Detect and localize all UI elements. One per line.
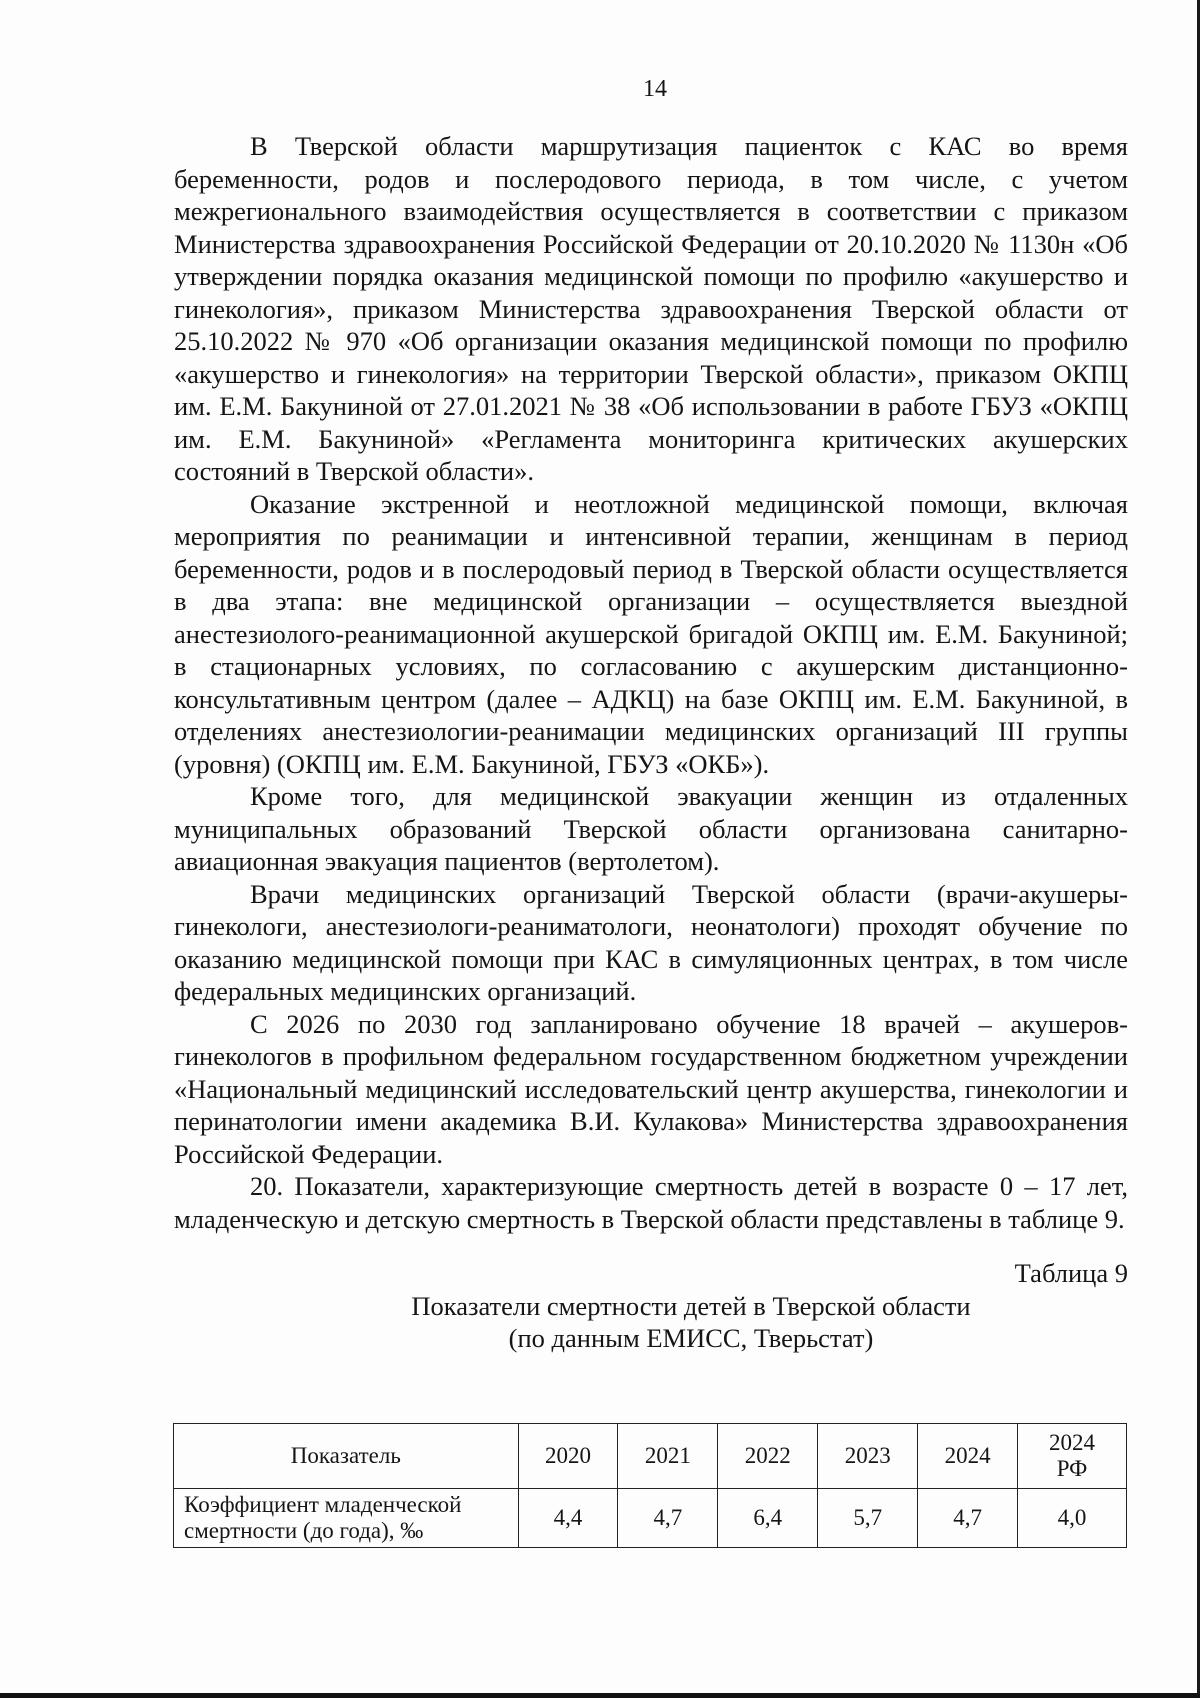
- table-title-line2: (по данным ЕМИСС, Тверьстат): [508, 1323, 874, 1353]
- page-number: 14: [643, 76, 667, 102]
- value-2024: 4,7: [918, 1489, 1018, 1548]
- row-label: [174, 1489, 519, 1548]
- paragraph-emergency-care: Оказание экстренной и неотложной медицинской помощи, включая мероприятия по реанимации и интенсивной терапии, женщинам в период беременности, родов и в послеродовый период в Тверской области осуществляется в два этапа: вне медицинской организации – осуществляется выездной анестезиолого-реанимационной акушерской бригадой ОКПЦ им. Е.М. Бакуниной; в стационарных условиях, по согласованию с акушерским дистанционно-консультативным центром (далее – АДКЦ) на базе ОКПЦ им. Е.М. Бакуниной, в отделениях анестезиологии-реанимации медицинских организаций III группы (уровня) (ОКПЦ им. Е.М. Бакуниной, ГБУЗ «ОКБ»).: [174, 488, 1128, 779]
- row-label-line2: смертности (до года), ‰: [184, 1518, 424, 1543]
- header-indicator: Показатель: [174, 1424, 519, 1489]
- table-label: Таблица 9: [1014, 1258, 1128, 1288]
- table-title-line1: Показатели смертности детей в Тверской области: [411, 1290, 971, 1321]
- header-2022: 2022: [718, 1424, 818, 1489]
- paragraph-routing: В Тверской области маршрутизация пациенток с КАС во время беременности, родов и послеродового периода, в том числе, с учетом межрегионального взаимодействия осуществляется в соответствии с приказом Министерства здравоохранения Российской Федерации от 20.10.2020 № 1130н «Об утверждении порядка оказания медицинской помощи по профилю «акушерство и гинекология», приказом Министерства здравоохранения Тверской области от 25.10.2022 № 970 «Об организации оказания медицинской помощи по профилю «акушерство и гинекология» на территории Тверской области», приказом ОКПЦ им. Е.М. Бакуниной от 27.01.2021 № 38 «Об использовании в работе ГБУЗ «ОКПЦ им. Е.М. Бакуниной» «Регламента мониторинга критических акушерских состояний в Тверской области».: [174, 131, 1128, 486]
- table-header-row: [174, 1424, 1127, 1489]
- header-2024-rf: [1018, 1424, 1127, 1489]
- header-2020: 2020: [518, 1424, 618, 1489]
- paragraph-training: Врачи медицинских организаций Тверской области (врачи-акушеры-гинекологи, анестезиологи-реаниматологи, неонатологи) проходят обучение по оказанию медицинской помощи при КАС в симуляционных центрах, в том числе федеральных медицинских организаций.: [174, 878, 1128, 1006]
- header-2021: 2021: [618, 1424, 718, 1489]
- table-row: [174, 1489, 1127, 1548]
- value-2022: 6,4: [718, 1489, 818, 1548]
- header-2023: 2023: [818, 1424, 918, 1489]
- header-2024-rf-year: 2024: [1049, 1430, 1096, 1455]
- header-2024-rf-label: РФ: [1056, 1456, 1088, 1481]
- value-2020: 4,4: [518, 1489, 618, 1548]
- row-label-line1: Коэффициент младенческой: [184, 1492, 462, 1517]
- mortality-table: [173, 1423, 1127, 1548]
- scan-edge-bottom: [0, 1693, 1200, 1698]
- paragraph-training-plan: С 2026 по 2030 год запланировано обучение 18 врачей – акушеров-гинекологов в профильном федеральном государственном бюджетном учреждении «Национальный медицинский исследовательский центр акушерства, гинекологии и перинатологии имени академика В.И. Кулакова» Министерства здравоохранения Российской Федерации.: [174, 1008, 1128, 1169]
- paragraph-air-evacuation: Кроме того, для медицинской эвакуации женщин из отдаленных муниципальных образований Тверской области организована санитарно-авиационная эвакуация пациентов (вертолетом).: [174, 781, 1128, 876]
- header-2024: 2024: [918, 1424, 1018, 1489]
- body-text: [174, 130, 1128, 1355]
- value-2024-rf: 4,0: [1018, 1489, 1127, 1548]
- value-2021: 4,7: [618, 1489, 718, 1548]
- value-2023: 5,7: [818, 1489, 918, 1548]
- paragraph-indicators: 20. Показатели, характеризующие смертность детей в возрасте 0 – 17 лет, младенческую и детскую смертность в Тверской области представлены в таблице 9.: [174, 1171, 1128, 1234]
